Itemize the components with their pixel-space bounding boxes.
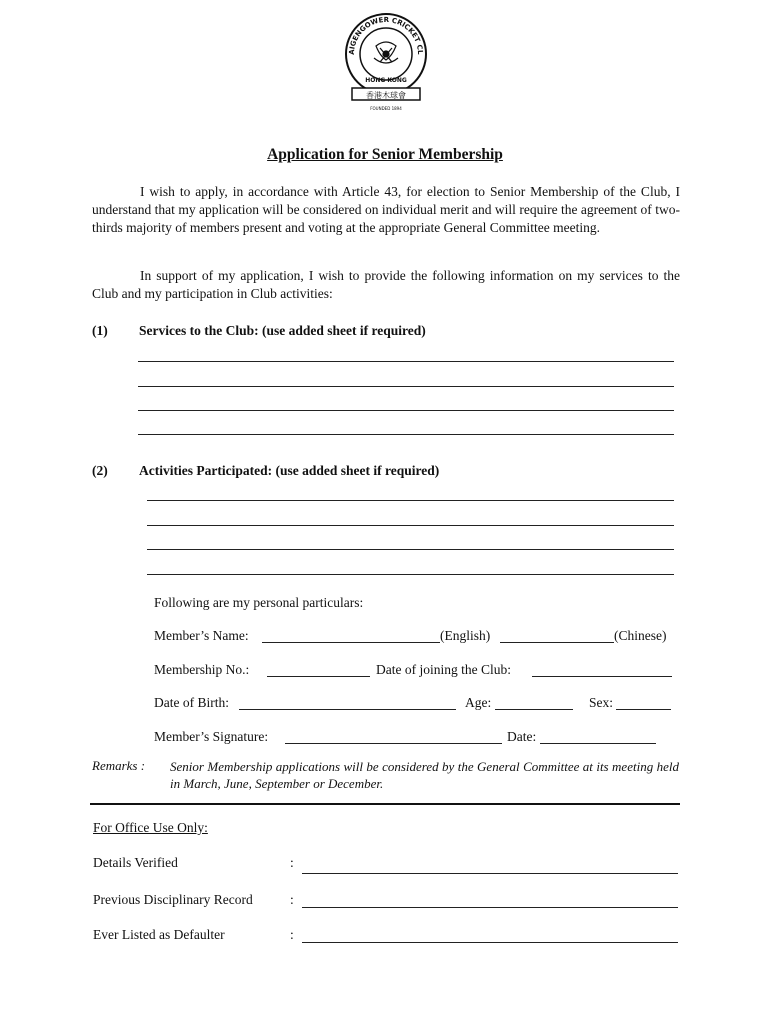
section2-title: Activities Participated: (use added sheet if required) [139,463,440,478]
section1-title: Services to the Club: (use added sheet if required) [139,323,426,338]
disciplinary-record-field[interactable] [302,907,678,908]
age-label: Age: [465,695,492,710]
page-title: Application for Senior Membership [267,146,503,163]
member-name-english-field[interactable] [262,642,440,643]
defaulter-label: Ever Listed as Defaulter [93,927,225,942]
disciplinary-record-label: Previous Disciplinary Record [93,892,253,907]
particulars-intro: Following are my personal particulars: [154,595,364,610]
signature-label: Member’s Signature: [154,729,269,744]
member-name-label: Member’s Name: [154,628,249,643]
remarks-text: Senior Membership applications will be considered by the General Committee at its meeting held in March, June, September or December. [170,759,679,791]
date-label: Date: [507,729,537,744]
services-line-3[interactable] [138,410,674,411]
section-divider [90,803,680,805]
chinese-label: (Chinese) [614,628,667,643]
disciplinary-record-colon: : [290,892,294,907]
defaulter-colon: : [290,927,294,942]
member-name-chinese-field[interactable] [500,642,614,643]
club-logo [340,10,432,118]
date-joining-field[interactable] [532,676,672,677]
signature-field[interactable] [285,743,502,744]
section1-number: (1) [92,323,108,338]
office-use-title: For Office Use Only: [93,820,208,835]
logo-ring-text: AIGENGOWER CRICKET CL [347,15,425,56]
services-line-4[interactable] [138,434,674,435]
sex-field[interactable] [616,709,671,710]
activities-line-4[interactable] [147,574,674,575]
sex-label: Sex: [589,695,614,710]
activities-line-1[interactable] [147,500,674,501]
details-verified-colon: : [290,855,294,870]
activities-line-3[interactable] [147,549,674,550]
section2-number: (2) [92,463,108,478]
english-label: (English) [440,628,491,643]
age-field[interactable] [495,709,573,710]
activities-line-2[interactable] [147,525,674,526]
services-line-2[interactable] [138,386,674,387]
services-line-1[interactable] [138,361,674,362]
date-joining-label: Date of joining the Club: [376,662,511,677]
defaulter-field[interactable] [302,942,678,943]
support-paragraph: In support of my application, I wish to provide the following information on my services to the Club and my participation in Club activities: [92,268,680,301]
logo-bottom-text: HONG KONG [365,77,407,84]
membership-no-field[interactable] [267,676,370,677]
membership-no-label: Membership No.: [154,662,250,677]
logo-est-text: FOUNDED 1894 [370,106,402,111]
remarks-label: Remarks : [92,758,146,773]
date-field[interactable] [540,743,656,744]
details-verified-label: Details Verified [93,855,178,870]
dob-field[interactable] [239,709,456,710]
details-verified-field[interactable] [302,873,678,874]
logo-banner-text: 香港木球會 [366,91,406,100]
intro-paragraph: I wish to apply, in accordance with Article 43, for election to Senior Membership of the Club, I understand that my application will be considered on individual merit and will require the agreement of two-thirds majority of members present and voting at the appropriate General Committee meeting. [92,184,680,235]
dob-label: Date of Birth: [154,695,229,710]
